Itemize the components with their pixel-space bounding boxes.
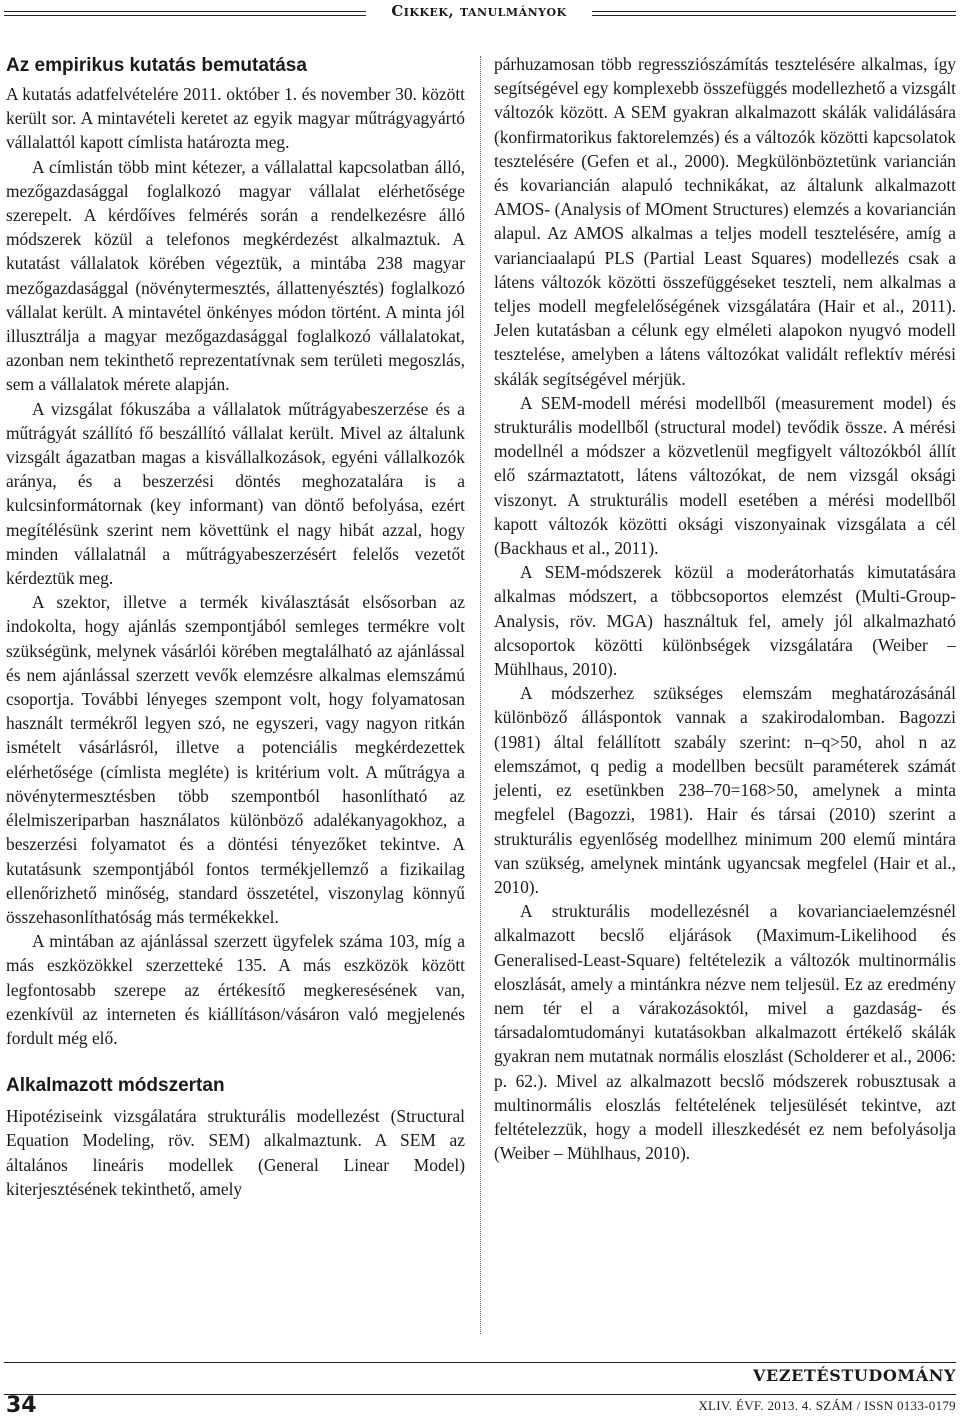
footer-rule-lower <box>4 1394 956 1395</box>
heading-empirical-research: Az empirikus kutatás bemutatása <box>6 55 307 76</box>
journal-name: VEZETÉSTUDOMÁNY <box>753 1366 956 1385</box>
header-rule-right <box>592 11 956 16</box>
paragraph: A vizsgálat fókuszába a vállalatok műtrágyabeszerzése és a műtrágyát szállító fő beszállító vállalat került. Mivel az általunk vizsgált ágazatban magas a kisvállalkozások, egyéni vállalkozók aránya, és a beszerzési döntés meghozatalára is a kulcsinformátornak (key informant) van döntő befolyása, ezért megítélésünk szerint nem követtünk el nagy hibát azzal, hogy minden vállalatnál a műtrágyabeszerzésért felelős vezetőt kérdeztük meg. <box>6 398 465 589</box>
footer-rule <box>4 1362 956 1363</box>
paragraph: A módszerhez szükséges elemszám meghatározásánál különböző álláspontok vannak a szakirodalomban. Bagozzi (1981) által felállított szabály szerint: n–q>50, ahol n az elemszámot, q pedig a modellben becsült paraméterek számát jelenti, ez esetünkben 238–70=168>50, amelynek a minta megfelel (Bagozzi, 1981). Hair és társai (2010) szerint a strukturális egyenlőség modellhez minimum 200 elemű mintára van szükség, amelynek mintánk ugyancsak megfelel (Hair et al., 2010). <box>494 683 956 897</box>
page-number: 34 <box>6 1393 37 1418</box>
paragraph: Hipotéziseink vizsgálatára strukturális modellezést (Structural Equation Modeling, röv. SEM) alkalmaztunk. A SEM az általános lineáris modellek (General Linear Model) kiterjesztésének tekinthető, amely <box>6 1106 465 1199</box>
paragraph: A SEM-módszerek közül a moderátorhatás kimutatására alkalmas módszert, a többcsoportos elemzést (Multi-Group-Analysis, röv. MGA) használtuk fel, amely jól alkalmazható alcsoportok közötti különbségek vizsgálatára (Weiber – Mühlhaus, 2010). <box>494 562 956 680</box>
paragraph: A mintában az ajánlással szerzett ügyfelek száma 103, míg a más eszközökkel szerzetteké 135. A más eszközök között legfontosabb szerepe az értékesítő megkeresésének van, ezenkívül az interneten és kiállításon/vásáron való megjelenés fordult még elő. <box>6 931 465 1048</box>
left-column <box>6 52 465 1201</box>
column-divider <box>480 56 481 1334</box>
paragraph: A címlistán több mint kétezer, a vállalattal kapcsolatban álló, mezőgazdasággal foglalkozó magyar vállalat elérhetősége szerepelt. A kérdőíves felmérés során a rendelkezésre álló módszerek közül a telefonos megkérdezést alkalmaztuk. A kutatást vállalatok körében végeztük, a mintába 238 magyar mezőgazdasággal (növénytermesztés, állattenyésztés) foglalkozó vállalat került. A mintavétel önkényes módon történt. A minta jól illusztrálja a magyar mezőgazdasággal foglalkozó vállalatokat, azonban nem tekinthető reprezentatívnak sem területi megoszlás, sem a vállalatok mérete alapján. <box>6 156 465 395</box>
header-rule-left <box>4 11 366 16</box>
running-header <box>0 0 960 30</box>
section-title: Cikkek, tanulmányok <box>391 2 567 20</box>
issue-info: XLIV. ÉVF. 2013. 4. SZÁM / ISSN 0133-0179 <box>698 1398 956 1413</box>
paragraph: A strukturális modellezésnél a kovarianciaelemzésnél alkalmazott becslő eljárások (Maximum-Likelihood és Generalised-Least-Square) feltételezik a változók multinormális eloszlását, amely a mintánkra nézve nem teljesül. Ez az eredmény nem tér el a várakozásoktól, mivel a gazdaság- és társadalomtudományi kutatásokban alkalmazott értékelő skálák gyakran nem mutatnak normális eloszlást (Scholderer et al., 2006: p. 62.). Mivel az alkalmazott becslő módszerek robusztusak a multinormális eloszlás feltételének teljesülését tekintve, azt feltételezzük, hogy a modell illeszkedését ez nem befolyásolja (Weiber – Mühlhaus, 2010). <box>494 901 956 1164</box>
paragraph: A kutatás adatfelvételére 2011. október 1. és november 30. között került sor. A mintavételi keretet az egyik magyar műtrágyagyártó vállalattól kapott címlista határozta meg. <box>6 84 465 153</box>
paragraph: A SEM-modell mérési modellből (measurement model) és strukturális modellből (structural model) tevődik össze. A mérési modellnél a módszer a közvetlenül megfigyelt változókból állít elő származtatott, látens változókat, de nem vizsgál oksági viszonyt. A strukturális modell esetében a mérési modellből kapott változók közötti oksági viszonyainak vizsgálata a cél (Backhaus et al., 2011). <box>494 392 956 559</box>
paragraph: párhuzamosan több regressziószámítás tesztelésére alkalmas, így segítségével egy komplexebb összefüggés modellezhető a vizsgált változók között. A SEM gyakran alkalmazott skálák validálására (konfirmatorikus faktorelemzés) és a változók közötti kapcsolatok tesztelésére (Gefen et al., 2000). Megkülönböztetünk variancián és kovariancián alapuló technikákat, az általunk alkalmazott AMOS- (Analysis of MOment Structures) elemzés a kovariancián alapul. Az AMOS alkalmas a teljes modell tesztelésére, amíg a varianciaalapú PLS (Partial Least Squares) modellezés csak a látens változók közötti összefüggéseket teszteli, nem alkalmas a teljes modell megfelelőségének vizsgálatára (Hair et al., 2011). Jelen kutatásban a célunk egy elméleti alapokon nyugvó modell tesztelése, amelyben a látens változókat validált reflektív mérési skálák segítségével mérjük. <box>494 54 956 389</box>
right-column <box>494 52 956 1165</box>
heading-methodology: Alkalmazott módszertan <box>6 1075 225 1097</box>
paragraph: A szektor, illetve a termék kiválasztását elsősorban az indokolta, hogy ajánlás szempontjából semleges termékre volt szükségünk, melynek vásárlói körében megtalálható az ajánlással és nem ajánlással szerzett vevők elemzésre alkalmas elemszámú csoportja. További lényeges szempont volt, hogy folyamatosan használt termékről legyen szó, ne egyszeri, vagy nagyon ritkán ismételt vásárlásról, illetve a potenciális megkérdezettek elérhetősége (címlista megléte) is kritérium volt. A műtrágya a növénytermesztésben több szempontból hasonlítható az élelmiszeriparban használatos különböző adalékanyagokhoz, a beszerzési folyamatot és a döntési tényezőket tekintve. A kutatásunk szempontjából fontos termékjellemző a fizikailag ellenőrizhető minőség, standard összetétel, viszonylag könnyű összehasonlíthatóság más termékekkel. <box>6 592 465 927</box>
